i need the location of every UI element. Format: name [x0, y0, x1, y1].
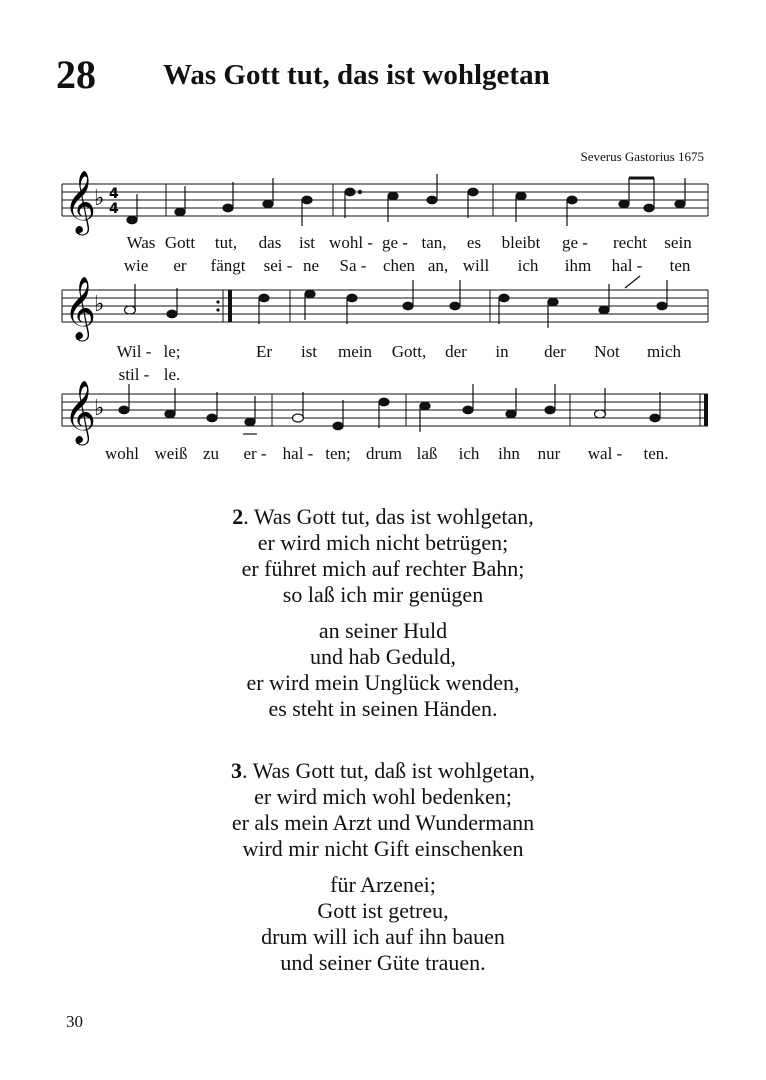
syllable: ihn — [498, 444, 520, 463]
syllable: ge - — [382, 233, 408, 252]
stanza-2 — [0, 504, 766, 722]
flat-sign-icon: ♭ — [94, 396, 105, 421]
syllable: der — [445, 342, 467, 361]
stanza-line: er wird mein Unglück wenden, — [246, 670, 520, 695]
stanza-3-first-line: . Was Gott tut, daß ist wohlgetan, — [242, 758, 535, 783]
stanza-line: und seiner Güte trauen. — [280, 950, 486, 975]
time-signature-top: 4 — [109, 186, 119, 202]
syllable: das — [258, 233, 282, 252]
syllable: wal - — [587, 444, 623, 463]
final-barline — [704, 394, 708, 426]
stanza-line: an seiner Huld — [318, 618, 448, 643]
syllable: er - — [243, 444, 267, 463]
lyrics-row-3 — [0, 444, 766, 464]
syllable: hal - — [611, 256, 643, 275]
syllable: der — [544, 342, 566, 361]
syllable: Gott — [164, 233, 196, 252]
syllable: weiß — [154, 444, 188, 463]
syllable: ge - — [562, 233, 588, 252]
stanza-2-number: 2 — [232, 504, 244, 529]
syllable: ist — [300, 342, 318, 361]
syllable: wie — [123, 256, 149, 275]
syllable: fängt — [210, 256, 246, 275]
repeat-barline — [228, 290, 232, 322]
stanza-2-first-line: . Was Gott tut, das ist wohlgetan, — [243, 504, 534, 529]
stanza-line: es steht in seinen Händen. — [268, 696, 498, 721]
lyrics-row-2-verse-1 — [0, 342, 766, 362]
syllable: Not — [594, 342, 620, 361]
syllable: will — [462, 256, 490, 275]
stanza-line: er wird mich nicht betrügen; — [257, 530, 509, 555]
breath-mark — [625, 276, 640, 288]
syllable: tan, — [421, 233, 447, 252]
syllable: an, — [427, 256, 449, 275]
syllable: Er — [255, 342, 273, 361]
svg-text:𝄞: 𝄞 — [64, 380, 96, 443]
syllable: ne — [302, 256, 320, 275]
composer-credit: Severus Gastorius 1675 — [580, 149, 704, 164]
stanza-line: für Arzenei; — [330, 872, 436, 897]
syllable: ich — [517, 256, 539, 275]
syllable: Sa - — [339, 256, 367, 275]
syllable: hal - — [282, 444, 314, 463]
stanza-3-line-1 — [0, 758, 766, 784]
stanza-line: und hab Geduld, — [309, 644, 457, 669]
syllable: er — [173, 256, 187, 275]
syllable: es — [466, 233, 482, 252]
stanza-line: Gott ist getreu, — [317, 898, 449, 923]
syllable: le. — [163, 365, 181, 384]
syllable: Gott, — [391, 342, 427, 361]
syllable: sei - — [263, 256, 293, 275]
syllable: ist — [298, 233, 316, 252]
syllable: Wil - — [116, 342, 152, 361]
syllable: Was — [126, 233, 156, 252]
syllable: wohl — [105, 444, 139, 463]
stanza-line: wird mir nicht Gift einschenken — [242, 836, 524, 861]
page-number: 30 — [66, 1012, 83, 1031]
syllable: nur — [537, 444, 561, 463]
treble-clef-icon — [64, 380, 96, 446]
stanza-3 — [0, 758, 766, 976]
syllable: ten; — [325, 444, 351, 463]
syllable: bleibt — [501, 233, 541, 252]
stanza-3-number: 3 — [231, 758, 243, 783]
syllable: in — [495, 342, 509, 361]
lyrics-row-1-verse-1 — [0, 233, 766, 253]
syllable: le; — [163, 342, 181, 361]
syllable: zu — [202, 444, 220, 463]
stanza-line: er als mein Arzt und Wundermann — [231, 810, 535, 835]
treble-clef-icon — [64, 170, 96, 236]
flat-sign-icon: ♭ — [94, 186, 105, 211]
stanza-line: drum will ich auf ihn bauen — [261, 924, 505, 949]
syllable: drum — [366, 444, 402, 463]
syllable: mein — [338, 342, 372, 361]
svg-text:𝄞: 𝄞 — [64, 170, 96, 233]
syllable: sein — [664, 233, 692, 252]
stanza-line: so laß ich mir genügen — [282, 582, 484, 607]
svg-text:𝄞: 𝄞 — [64, 276, 96, 339]
flat-sign-icon: ♭ — [94, 292, 105, 317]
hymn-number: 28 — [56, 52, 96, 97]
time-signature-bottom: 4 — [109, 201, 119, 217]
syllable: laß — [416, 444, 438, 463]
syllable: ten. — [643, 444, 669, 463]
syllable: ten — [669, 256, 691, 275]
hymn-title: Was Gott tut, das ist wohlgetan — [163, 59, 550, 91]
syllable: stil - — [118, 365, 150, 384]
stanza-2-line-1 — [0, 504, 766, 530]
syllable: recht — [613, 233, 647, 252]
syllable: chen — [382, 256, 416, 275]
syllable: ihm — [564, 256, 592, 275]
stanza-line: er führet mich auf rechter Bahn; — [241, 556, 525, 581]
stanza-line: er wird mich wohl bedenken; — [254, 784, 512, 809]
syllable: tut, — [214, 233, 238, 252]
syllable: mich — [647, 342, 681, 361]
syllable: wohl - — [329, 233, 373, 252]
syllable: ich — [458, 444, 480, 463]
treble-clef-icon — [64, 276, 96, 342]
